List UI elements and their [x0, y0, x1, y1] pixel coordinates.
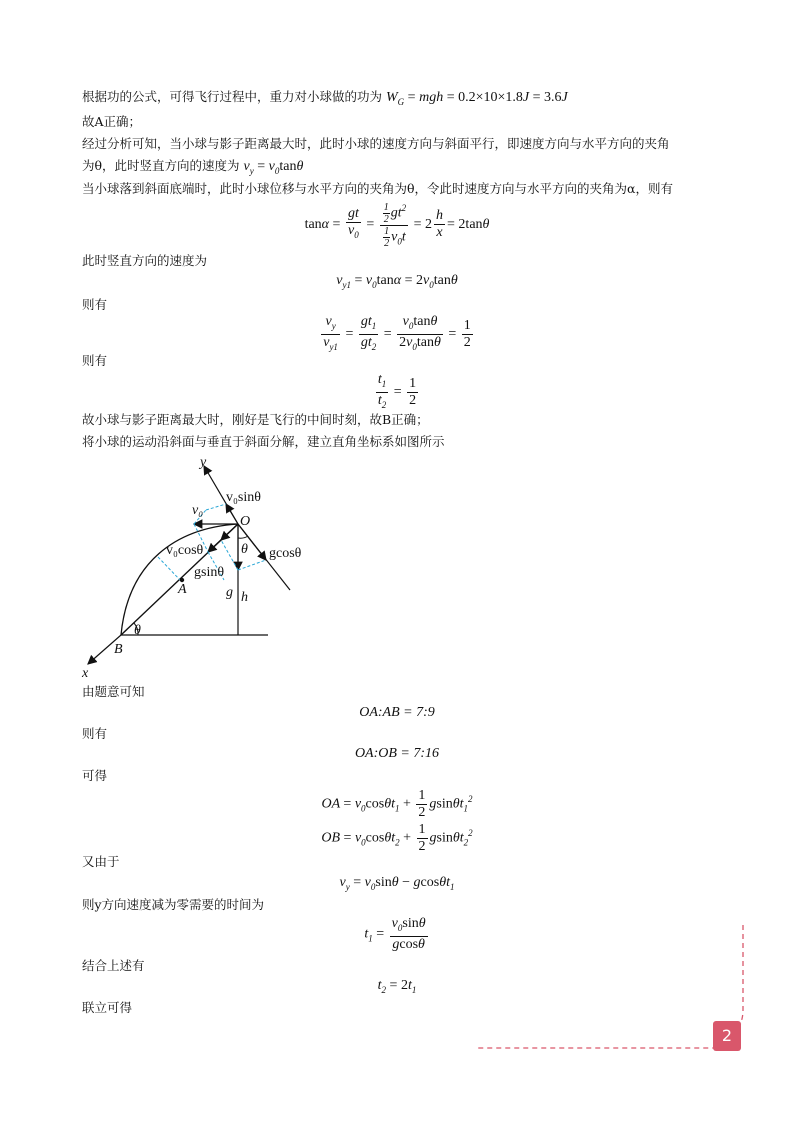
text-line: 故小球与影子距离最大时，刚好是飞行的中间时刻，故B正确； [82, 412, 429, 427]
text-line: 则y方向速度减为零需要的时间为 [82, 897, 265, 912]
text-line: 当小球落到斜面底端时，此时小球位移与水平方向的夹角为θ，令此时速度方向与水平方向的夹角为α，则有 [82, 181, 673, 196]
label-v0sin: v₀sinθ [226, 490, 261, 505]
text-line: 则有 [82, 353, 108, 368]
text-line [82, 157, 303, 180]
label-a: A [178, 582, 187, 597]
text-line: 将小球的运动沿斜面与垂直于斜面分解，建立直角坐标系如图所示 [82, 434, 445, 449]
equation-tan-alpha: tanα = $\frac{gt}{v_0}$ = $\frac{1}{2}$ $gt^2$ $\frac{1}{2}$ $v_0t$ = 2 $\frac{h}{x}$ = 2tanθ [304, 201, 490, 249]
page-corner-decoration [470, 920, 750, 1055]
text-line: 则有 [82, 297, 108, 312]
label-v0: v₀ [192, 503, 204, 518]
equation-ob: OB = $v_0\cos\theta t_2$ + $\frac{1}{2}$ gsinθt$_2^2$ [321, 822, 473, 854]
text-line: 可得 [82, 768, 108, 783]
text-line: 故A正确； [82, 114, 142, 129]
label-theta-o: θ [241, 542, 248, 557]
text-line [82, 88, 568, 111]
equation-oa-ob: OA:OB = 7:16 [354, 746, 440, 761]
page-number: 2 [713, 1021, 741, 1051]
equation-time-ratio: $\frac{t_1}{t_2}$ = $\frac{1}{2}$ [377, 372, 417, 410]
text-line: 联立可得 [82, 1000, 133, 1015]
gsin-arrow [221, 524, 238, 540]
angle-arc-o [238, 536, 248, 538]
equation-vy: $v_y = v_0\sin\theta - gcos\theta t_1$ [339, 875, 455, 892]
text-segment: 为θ，此时竖直方向的速度为 [82, 158, 240, 173]
equation-t2: $t_2 = 2t_1$ [377, 978, 417, 995]
label-gcos: gcosθ [269, 546, 302, 561]
equation-oa: OA = $v_0\cos\theta t_1$ + $\frac{1}{2}$ gsinθt$_1^2$ [321, 788, 473, 820]
label-gsin: gsinθ [194, 565, 225, 580]
text-line: 则有 [82, 726, 108, 741]
label-theta-b: θ [134, 623, 141, 638]
label-h: h [241, 590, 248, 605]
v0sin-arrow [226, 504, 238, 524]
text-line: 结合上述有 [82, 958, 145, 973]
text-line: 又由于 [82, 854, 120, 869]
label-o: O [240, 514, 251, 529]
vy-formula: $v_y = v_0\tan\theta$ [243, 159, 304, 176]
projectile-diagram [76, 452, 326, 682]
work-formula: $W_G$ = mgh = 0.2×10×1.8J = 3.6J [386, 90, 568, 107]
label-y: y [200, 455, 207, 470]
text-line: 此时竖直方向的速度为 [82, 253, 208, 268]
equation-oa-ab: OA:AB = 7:9 [359, 705, 435, 720]
label-g: g [226, 585, 233, 600]
label-b: B [114, 642, 123, 657]
equation-velocity-ratio: $\frac{v_y}{v_{y1}}$ = $\frac{gt_1}{gt_2}$ = $\frac{v_0\tan\theta}{2v_0\tan\theta}$ = $\frac{1}{2}$ [323, 314, 471, 352]
equation-vy1: $v_{y1} = v_0\tan\alpha = 2v_0\tan\theta$ [336, 273, 458, 290]
label-x: x [82, 666, 89, 681]
equation-t1: $t_1$ = $\frac{v_0\sin\theta}{gcos\theta}$ [364, 916, 426, 952]
text-line: 经过分析可知，当小球与影子距离最大时，此时小球的速度方向与斜面平行，即速度方向与水平方向的夹角 [82, 136, 670, 151]
text-line: 由题意可知 [82, 684, 145, 699]
label-v0cos: v₀cosθ [166, 543, 204, 558]
text-segment: 根据功的公式，可得飞行过程中，重力对小球做的功为 [82, 89, 383, 104]
